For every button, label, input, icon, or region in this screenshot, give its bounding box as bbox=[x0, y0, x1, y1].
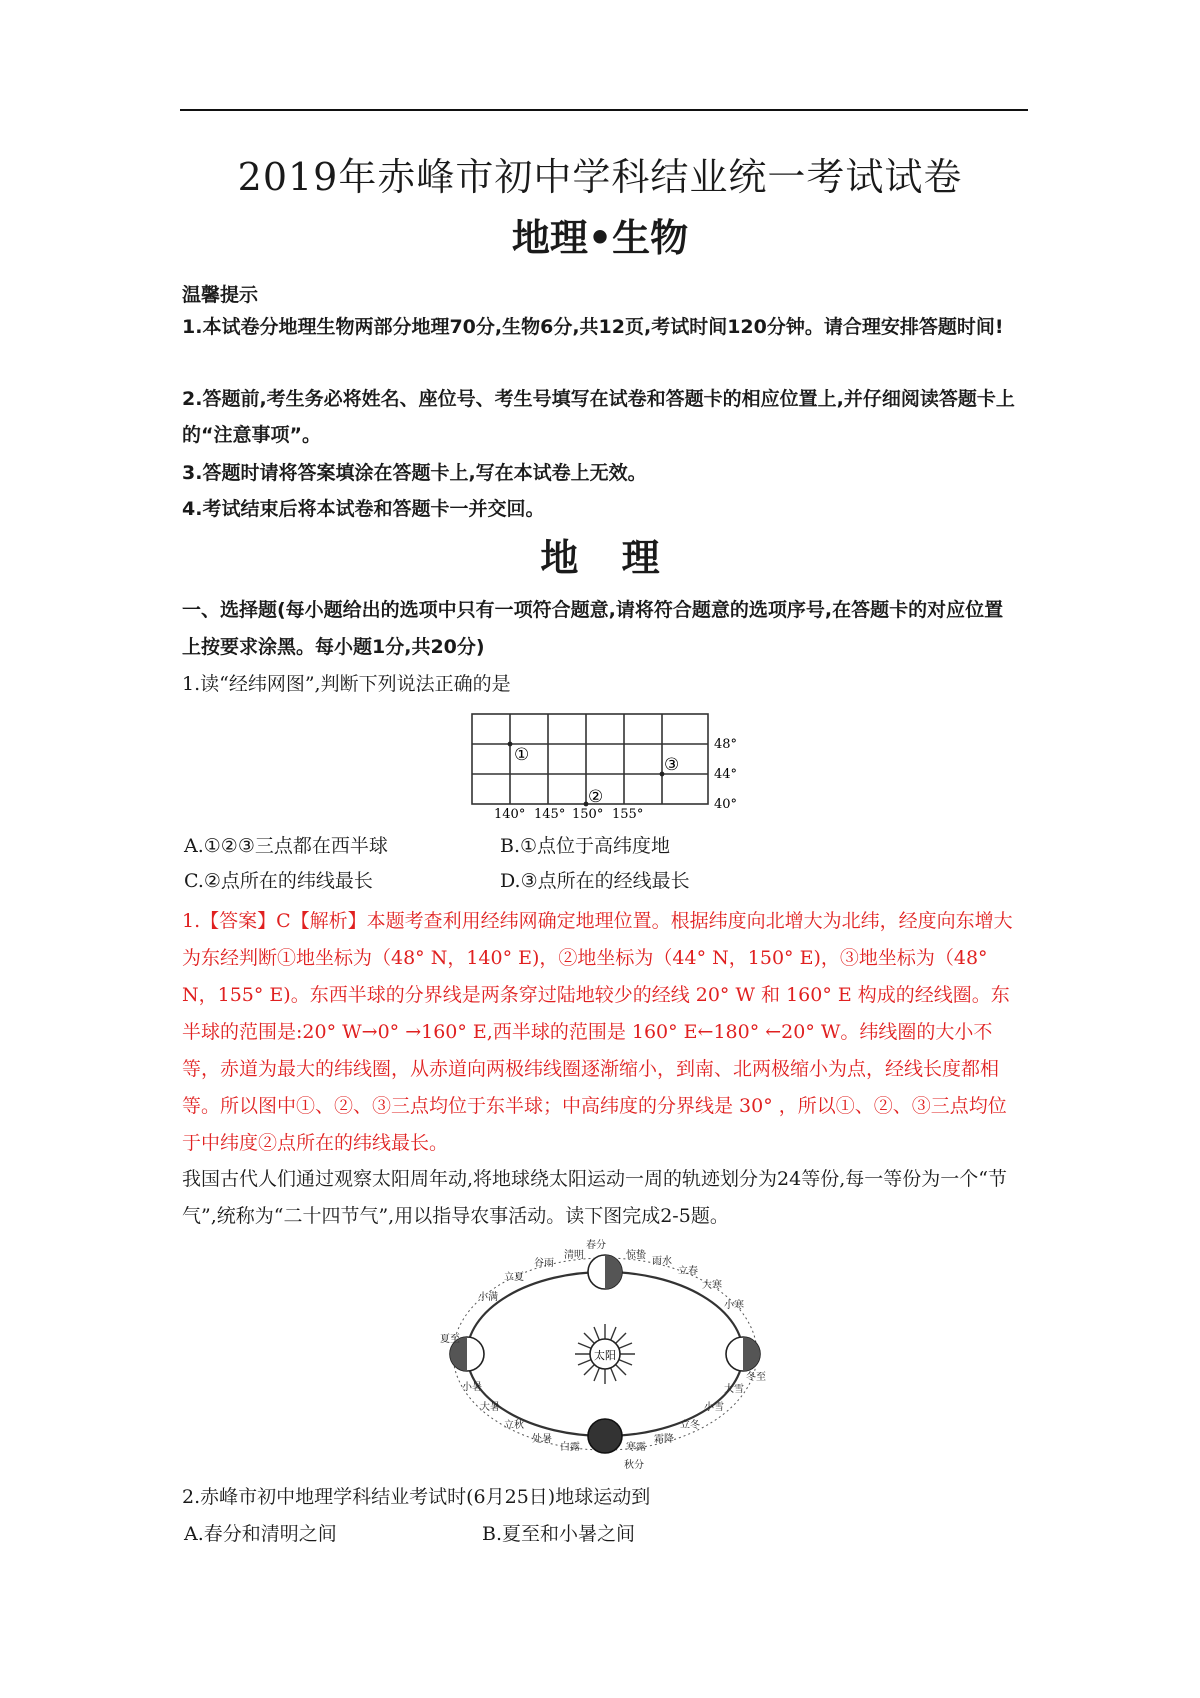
passage-text: 我国古代人们通过观察太阳周年动,将地球绕太阳运动一周的轨迹划分为24等份,每一等份为一个“节气”,统称为“二十四节气”,用以指导农事活动。读下图完成2-5题。 bbox=[182, 1168, 1007, 1227]
term-lower-right-4: 小雪 bbox=[704, 1402, 724, 1413]
term-upper-left-1: 小满 bbox=[478, 1292, 498, 1303]
q2-option-a: A.春分和清明之间 bbox=[184, 1523, 337, 1545]
term-lower-right-5: 大雪 bbox=[724, 1384, 744, 1395]
graticule-figure bbox=[462, 708, 752, 822]
term-upper-left-4: 清明 bbox=[564, 1250, 584, 1261]
term-lower-right-3: 立冬 bbox=[680, 1420, 700, 1431]
notice-item-4: 4.考试结束后将本试卷和答题卡一并交回。 bbox=[182, 498, 545, 520]
term-upper-right-1: 惊蛰 bbox=[626, 1250, 646, 1261]
sun-icon bbox=[575, 1324, 635, 1384]
q1-option-c: C.②点所在的纬线最长 bbox=[184, 870, 373, 892]
lat-label-40: 40° bbox=[714, 797, 738, 812]
lon-label-140: 140° bbox=[494, 807, 526, 822]
point-1-label: ① bbox=[514, 745, 530, 765]
term-top: 春分 bbox=[586, 1240, 606, 1251]
lat-label-44: 44° bbox=[714, 767, 738, 782]
term-lower-left-1: 小暑 bbox=[462, 1382, 482, 1393]
notice-heading: 温馨提示 bbox=[182, 284, 259, 306]
lon-label-145: 145° bbox=[534, 807, 566, 822]
notice-item-1: 1.本试卷分地理生物两部分地理70分,生物6分,共12页,考试时间120分钟。请合理安排答题时间! bbox=[182, 316, 1004, 338]
exam-subtitle: 地理•生物 bbox=[511, 216, 689, 260]
earth-bottom-icon bbox=[588, 1419, 622, 1453]
q1-answer-explanation: 1.【答案】C【解析】本题考查利用经纬网确定地理位置。根据纬度向北增大为北纬，经度向东增大为东经判断①地坐标为（48° N，140° E)，②地坐标为（44° N，150° E)，③地坐标为（48° N，155° E)。东西半球的分界线是两条穿过陆地较少的经线 20° W 和 160° E 构成的经线圈。东半球的范围是:20° W→0° →160° E,西半球的范围是 160° E←180° ←20° W。纬线圈的大小不等，赤道为最大的纬线圈，从赤道向两极纬线圈逐渐缩小，到南、北两极缩小为点，经线长度都相等。所以图中①、②、③三点均位于东半球；中高纬度的分界线是 30° ，所以①、②、③三点均位于中纬度②点所在的纬线最长。 bbox=[182, 910, 1013, 1154]
top-rule bbox=[180, 109, 1028, 111]
q2-option-b: B.夏至和小暑之间 bbox=[482, 1523, 636, 1545]
q2-stem: 2.赤峰市初中地理学科结业考试时(6月25日)地球运动到 bbox=[182, 1486, 651, 1508]
point-3-label: ③ bbox=[664, 755, 680, 775]
term-upper-left-3: 谷雨 bbox=[534, 1258, 554, 1269]
term-upper-right-2: 雨水 bbox=[652, 1256, 672, 1267]
term-lower-left-4: 处暑 bbox=[532, 1434, 552, 1445]
q1-option-b: B.①点位于高纬度地 bbox=[500, 835, 671, 857]
earth-right-icon bbox=[726, 1337, 760, 1371]
term-bottom: 秋分 bbox=[624, 1460, 644, 1470]
term-upper-right-4: 大寒 bbox=[702, 1280, 722, 1291]
orbit-figure bbox=[440, 1238, 770, 1470]
term-upper-right-3: 立春 bbox=[678, 1266, 698, 1277]
point-2-label: ② bbox=[588, 787, 604, 807]
term-upper-left-2: 立夏 bbox=[504, 1272, 524, 1283]
sun-label: 太阳 bbox=[594, 1349, 616, 1362]
term-lower-left-3: 立秋 bbox=[504, 1420, 524, 1431]
notice-item-2: 2.答题前,考生务必将姓名、座位号、考生号填写在试卷和答题卡的相应位置上,并仔细阅读答题卡上的“注意事项”。 bbox=[182, 388, 1015, 446]
lat-label-48: 48° bbox=[714, 737, 738, 752]
term-upper-right-5: 小寒 bbox=[724, 1300, 744, 1311]
earth-top-icon bbox=[588, 1255, 622, 1289]
term-lower-right-2: 霜降 bbox=[654, 1434, 674, 1445]
q1-stem: 1.读“经纬网图”,判断下列说法正确的是 bbox=[182, 673, 511, 695]
term-left: 夏至 bbox=[440, 1334, 460, 1345]
section-title-geography: 地 理 bbox=[540, 536, 660, 580]
term-lower-right-1: 寒露 bbox=[626, 1442, 646, 1453]
q1-option-a: A.①②③三点都在西半球 bbox=[184, 835, 388, 857]
term-lower-left-5: 白露 bbox=[560, 1442, 580, 1453]
q1-option-d: D.③点所在的经线最长 bbox=[500, 870, 690, 892]
term-right: 冬至 bbox=[746, 1372, 766, 1383]
lon-label-155: 155° bbox=[612, 807, 644, 822]
point-1-dot bbox=[508, 742, 513, 747]
exam-title: 2019年赤峰市初中学科结业统一考试试卷 bbox=[237, 155, 963, 199]
lon-label-150: 150° bbox=[572, 807, 604, 822]
term-lower-left-2: 大暑 bbox=[480, 1402, 500, 1413]
notice-item-3: 3.答题时请将答案填涂在答题卡上,写在本试卷上无效。 bbox=[182, 462, 647, 484]
part-heading: 一、选择题(每小题给出的选项中只有一项符合题意,请将符合题意的选项序号,在答题卡的对应位置上按要求涂黑。每小题1分,共20分) bbox=[182, 599, 1004, 658]
